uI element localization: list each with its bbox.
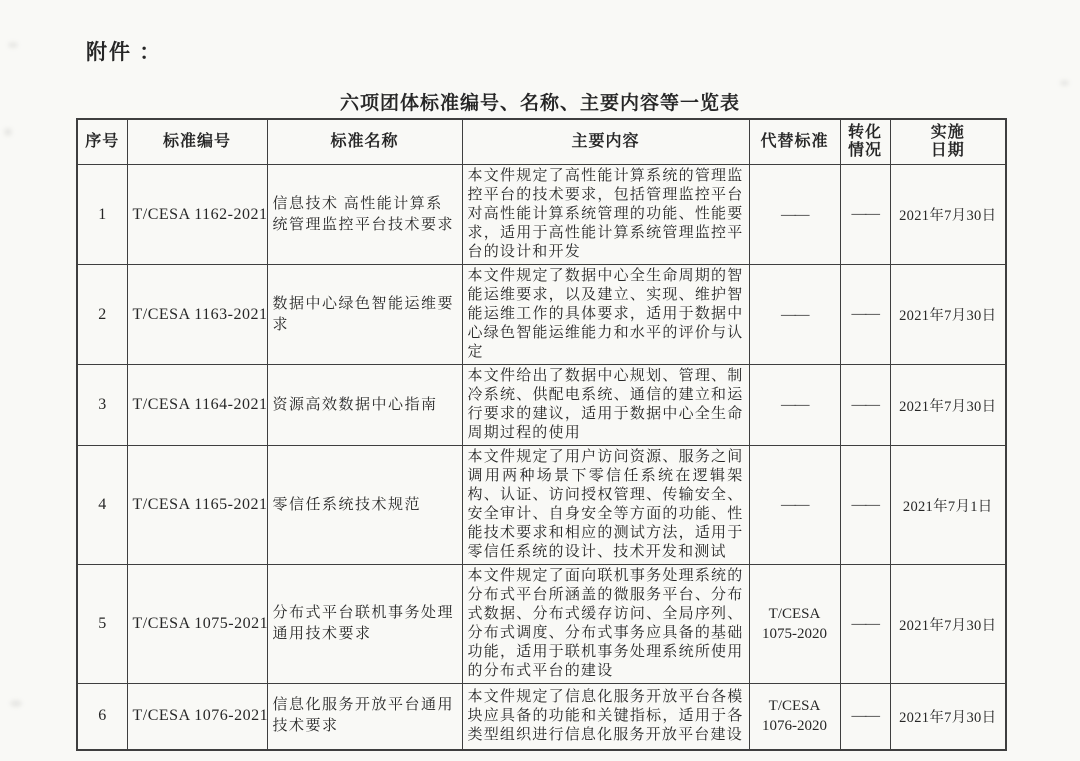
scan-artifact — [8, 42, 18, 48]
cell-conversion-status: —— — [840, 165, 890, 265]
cell-standard-code: T/CESA 1076-2021 — [127, 684, 267, 750]
column-header-replaced — [749, 119, 840, 165]
column-header-code — [127, 119, 267, 165]
cell-standard-code: T/CESA 1164-2021 — [127, 365, 267, 446]
cell-standard-code: T/CESA 1163-2021 — [127, 265, 267, 365]
cell-standard-code: T/CESA 1075-2021 — [127, 565, 267, 684]
column-header-label: 转化 — [847, 123, 882, 141]
column-header-label: 主要内容 — [571, 132, 640, 150]
cell-implementation-date: 2021年7月30日 — [890, 565, 1006, 684]
column-header-label: 标准编号 — [162, 132, 231, 150]
cell-standard-name: 信息化服务开放平台通用技术要求 — [267, 684, 462, 750]
scan-artifact — [4, 128, 12, 136]
column-header-label: 情况 — [847, 142, 882, 159]
column-header-name — [267, 119, 462, 165]
table-row — [77, 165, 1006, 265]
cell-replaced-standard: T/CESA 1075-2020 — [749, 565, 840, 684]
column-header-content — [462, 119, 749, 165]
cell-conversion-status: —— — [840, 684, 890, 750]
cell-conversion-status: —— — [840, 565, 890, 684]
standards-table — [76, 118, 1007, 751]
column-header-conversion — [840, 119, 890, 165]
cell-replaced-standard: T/CESA 1076-2020 — [749, 684, 840, 750]
cell-conversion-status: —— — [840, 446, 890, 565]
table-row — [77, 365, 1006, 446]
table-row — [77, 684, 1006, 750]
cell-standard-name: 信息技术 高性能计算系统管理监控平台技术要求 — [267, 165, 462, 265]
cell-replaced-standard: —— — [749, 365, 840, 446]
cell-replaced-standard: —— — [749, 446, 840, 565]
cell-implementation-date: 2021年7月30日 — [890, 684, 1006, 750]
column-header-label: 实施 — [930, 123, 965, 141]
cell-replaced-standard: —— — [749, 165, 840, 265]
cell-main-content: 本文件规定了数据中心全生命周期的智能运维要求，以及建立、实现、维护智能运维工作的具体要求，适用于数据中心绿色智能运维能力和水平的评价与认定 — [462, 265, 749, 365]
column-header-label: 日期 — [930, 142, 965, 159]
cell-standard-name: 数据中心绿色智能运维要求 — [267, 265, 462, 365]
column-header-date — [890, 119, 1006, 165]
column-header-label: 代替标准 — [760, 132, 829, 150]
cell-conversion-status: —— — [840, 265, 890, 365]
cell-standard-name: 资源高效数据中心指南 — [267, 365, 462, 446]
cell-implementation-date: 2021年7月30日 — [890, 365, 1006, 446]
column-header-serial — [77, 119, 127, 165]
cell-implementation-date: 2021年7月1日 — [890, 446, 1006, 565]
cell-serial-number: 3 — [77, 365, 127, 446]
cell-serial-number: 1 — [77, 165, 127, 265]
column-header-label: 序号 — [85, 132, 120, 150]
cell-standard-name: 分布式平台联机事务处理通用技术要求 — [267, 565, 462, 684]
cell-main-content: 本文件规定了高性能计算系统的管理监控平台的技术要求，包括管理监控平台对高性能计算系统管理的功能、性能要求，适用于高性能计算系统管理监控平台的设计和开发 — [462, 165, 749, 265]
table-row — [77, 446, 1006, 565]
attachment-label: 附件 ： — [86, 40, 163, 64]
cell-standard-code: T/CESA 1162-2021 — [127, 165, 267, 265]
cell-serial-number: 5 — [77, 565, 127, 684]
cell-conversion-status: —— — [840, 365, 890, 446]
column-header-label: 标准名称 — [330, 132, 399, 150]
cell-main-content: 本文件规定了信息化服务开放平台各模块应具备的功能和关键指标，适用于各类型组织进行信息化服务开放平台建设 — [462, 684, 749, 750]
cell-implementation-date: 2021年7月30日 — [890, 265, 1006, 365]
cell-implementation-date: 2021年7月30日 — [890, 165, 1006, 265]
cell-serial-number: 6 — [77, 684, 127, 750]
table-row — [77, 565, 1006, 684]
scan-artifact — [1060, 80, 1069, 86]
cell-standard-code: T/CESA 1165-2021 — [127, 446, 267, 565]
cell-serial-number: 4 — [77, 446, 127, 565]
cell-main-content: 本文件规定了用户访问资源、服务之间调用两种场景下零信任系统在逻辑架构、认证、访问授权管理、传输安全、安全审计、自身安全等方面的功能、性能技术要求和相应的测试方法，适用于零信任系统的设计、技术开发和测试 — [462, 446, 749, 565]
cell-main-content: 本文件给出了数据中心规划、管理、制冷系统、供配电系统、通信的建立和运行要求的建议，适用于数据中心全生命周期过程的使用 — [462, 365, 749, 446]
header-row — [77, 119, 1006, 165]
cell-main-content: 本文件规定了面向联机事务处理系统的分布式平台所涵盖的微服务平台、分布式数据、分布式缓存访问、全局序列、分布式调度、分布式事务应具备的基础功能，适用于联机事务处理系统所使用的分布式平台的建设 — [462, 565, 749, 684]
cell-standard-name: 零信任系统技术规范 — [267, 446, 462, 565]
cell-replaced-standard: —— — [749, 265, 840, 365]
scan-artifact — [10, 700, 22, 707]
cell-serial-number: 2 — [77, 265, 127, 365]
page-title: 六项团体标准编号、名称、主要内容等一览表 — [339, 93, 740, 114]
table-row — [77, 265, 1006, 365]
